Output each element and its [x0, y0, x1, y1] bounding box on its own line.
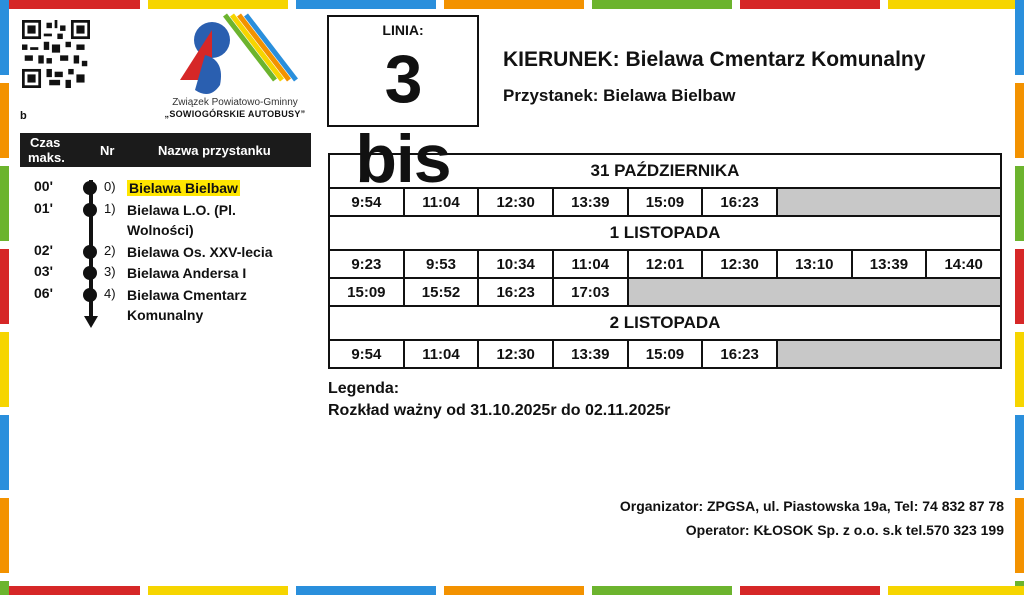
- border-segment: [592, 0, 732, 9]
- border-segment: [1015, 166, 1024, 241]
- departure-time: 9:54: [329, 188, 404, 216]
- stop-nr: 4): [104, 286, 116, 301]
- departure-time: 15:09: [628, 340, 703, 368]
- col-nr: Nr: [100, 143, 115, 158]
- organizer-info: Organizator: ZPGSA, ul. Piastowska 19a, Tel: 74 832 87 78: [619, 498, 1004, 514]
- border-segment: [0, 586, 140, 595]
- empty-cell: [628, 278, 1001, 306]
- departure-time: 16:23: [702, 188, 777, 216]
- col-name: Nazwa przystanku: [158, 143, 271, 158]
- departure-table: [328, 153, 1002, 369]
- departure-time: 9:54: [329, 340, 404, 368]
- border-segment: [1015, 332, 1024, 407]
- stop-name: Bielawa Andersa I: [127, 265, 247, 281]
- stop-name-current: Bielawa Bielbaw: [129, 180, 238, 196]
- stop-row: [20, 200, 320, 238]
- departure-time: 15:09: [329, 278, 404, 306]
- departure-time: 13:39: [553, 188, 628, 216]
- stop-nr: 1): [104, 201, 116, 216]
- departure-time: 14:40: [926, 250, 1001, 278]
- border-segment: [0, 581, 9, 595]
- stop-name: Bielawa Os. XXV-lecia: [127, 244, 273, 260]
- departure-time: 16:23: [478, 278, 553, 306]
- stop-dot-icon: [83, 266, 97, 280]
- border-segment: [444, 586, 584, 595]
- stop-title: Przystanek: Bielawa Bielbaw: [503, 86, 736, 105]
- stop-time: 02': [34, 242, 53, 258]
- stop-nr: 0): [104, 179, 116, 194]
- border-segment: [1015, 0, 1024, 75]
- org-brand: „SOWIOGÓRSKIE AUTOBUSY”: [164, 109, 306, 119]
- stop-dot-icon: [83, 203, 97, 217]
- stop-dot-icon: [83, 181, 97, 195]
- border-segment: [592, 586, 732, 595]
- departure-time: 16:23: [702, 340, 777, 368]
- border-segment: [444, 0, 584, 9]
- stop-name: Bielawa Cmentarz Komunalny: [127, 287, 247, 323]
- day-header: 1 LISTOPADA: [329, 216, 1001, 250]
- border-segment: [148, 0, 288, 9]
- day-header: 31 PAŹDZIERNIKA: [329, 154, 1001, 188]
- stop-time: 03': [34, 263, 53, 279]
- departure-time: 12:30: [702, 250, 777, 278]
- departure-time: 11:04: [404, 340, 479, 368]
- departure-time: 13:10: [777, 250, 852, 278]
- operator-info: Operator: KŁOSOK Sp. z o.o. s.k tel.570 323 199: [685, 522, 1004, 538]
- stop-time: 00': [34, 178, 53, 194]
- validity-text: Rozkład ważny od 31.10.2025r do 02.11.2025r: [328, 402, 671, 419]
- border-segment: [148, 586, 288, 595]
- border-segment: [0, 166, 9, 241]
- stop-row: [20, 285, 320, 323]
- time-row: [329, 340, 1001, 368]
- stop-time: 06': [34, 285, 53, 301]
- border-segment: [0, 332, 9, 407]
- border-segment: [1015, 498, 1024, 573]
- departure-time: 12:01: [628, 250, 703, 278]
- border-segment: [296, 0, 436, 9]
- day-header: 2 LISTOPADA: [329, 306, 1001, 340]
- line-number: 3 bis: [355, 41, 451, 197]
- border-segment: [0, 415, 9, 490]
- org-name: Związek Powiatowo-Gminny: [172, 97, 298, 108]
- departure-time: 12:30: [478, 188, 553, 216]
- border-segment: [888, 0, 1024, 9]
- border-segment: [1015, 415, 1024, 490]
- border-segment: [296, 586, 436, 595]
- time-row: [329, 250, 1001, 278]
- border-segment: [0, 498, 9, 573]
- border-segment: [0, 249, 9, 324]
- line-label: LINIA:: [382, 22, 424, 38]
- col-time-line2: maks.: [28, 150, 65, 165]
- empty-cell: [777, 340, 1001, 368]
- stop-row: [20, 178, 320, 198]
- col-time-line1: Czas: [30, 135, 61, 150]
- departure-time: 15:52: [404, 278, 479, 306]
- line-number-box: [327, 15, 479, 197]
- stop-nr: 3): [104, 264, 116, 279]
- stop-row: [20, 242, 320, 262]
- stop-time: 01': [34, 200, 53, 216]
- empty-cell: [777, 188, 1001, 216]
- stop-dot-icon: [83, 245, 97, 259]
- qr-code-icon[interactable]: [22, 20, 90, 88]
- border-segment: [1015, 83, 1024, 158]
- direction-title: KIERUNEK: Bielawa Cmentarz Komunalny: [503, 48, 926, 71]
- legend-label: Legenda:: [328, 380, 400, 397]
- border-segment: [0, 83, 9, 158]
- departure-time: 17:03: [553, 278, 628, 306]
- departure-time: 9:53: [404, 250, 479, 278]
- border-segment: [0, 0, 140, 9]
- border-segment: [740, 0, 880, 9]
- time-row: [329, 278, 1001, 306]
- route-arrow-icon: [84, 316, 98, 328]
- departure-time: 12:30: [478, 340, 553, 368]
- border-segment: [0, 0, 9, 75]
- border-segment: [740, 586, 880, 595]
- variant-letter: b: [20, 110, 27, 122]
- departure-time: 15:09: [628, 188, 703, 216]
- stops-table-header: [20, 133, 311, 167]
- departure-time: 11:04: [553, 250, 628, 278]
- departure-time: 10:34: [478, 250, 553, 278]
- stop-name: Bielawa L.O. (Pl. Wolności): [127, 202, 236, 238]
- time-row: [329, 188, 1001, 216]
- departure-time: 11:04: [404, 188, 479, 216]
- stop-dot-icon: [83, 288, 97, 302]
- border-segment: [1015, 249, 1024, 324]
- departure-time: 9:23: [329, 250, 404, 278]
- border-segment: [888, 586, 1024, 595]
- departure-time: 13:39: [553, 340, 628, 368]
- departure-time: 13:39: [852, 250, 927, 278]
- stop-row: [20, 263, 320, 283]
- stop-nr: 2): [104, 243, 116, 258]
